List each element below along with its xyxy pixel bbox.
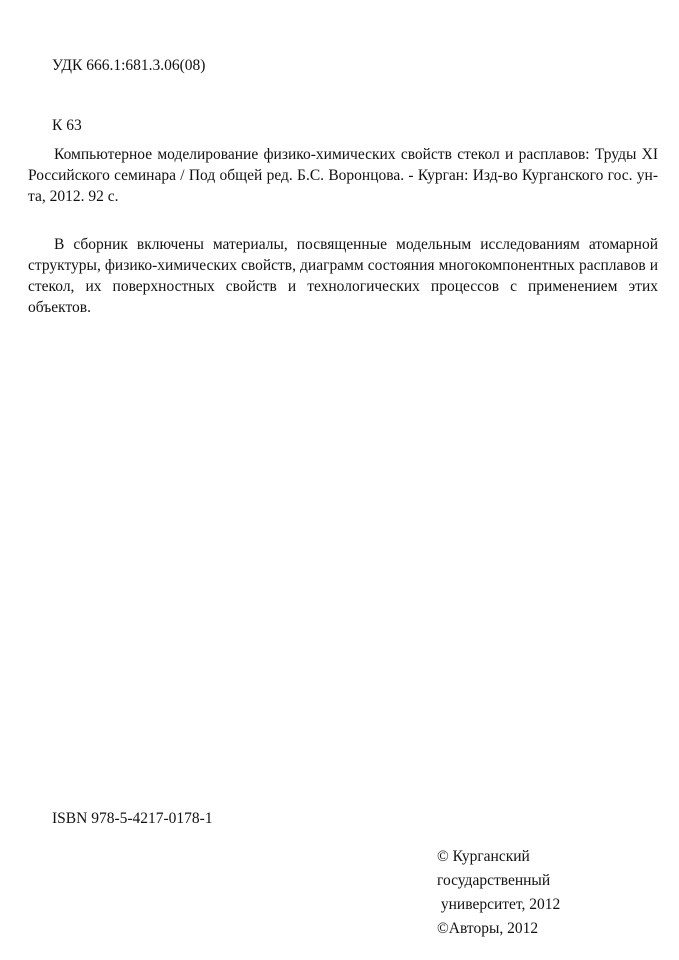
bibliographic-record: Компьютерное моделирование физико-химических свойств стекол и расплавов: Труды XI Российского семинара / Под общей ред. Б.С. Воронцова. - Курган: Изд-во Курганского гос. ун-та, 2012. 92 с. — [28, 145, 658, 205]
udc-number: УДК 666.1:681.3.06(08) — [52, 57, 206, 74]
copyright-line-publisher-2: государственный — [437, 872, 551, 889]
library-code: К 63 — [52, 117, 82, 134]
abstract-text: В сборник включены материалы, посвященные модельным исследованиям атомарной структуры, физико-химических свойств, диаграмм состояния многокомпонентных расплавов и стекол, их поверхностных свойств и технологических процессов с применением этих объектов. — [28, 235, 658, 316]
isbn: ISBN 978-5-4217-0178-1 — [52, 810, 213, 827]
copyright-block — [437, 845, 560, 941]
copyright-line-publisher-3: университет, 2012 — [437, 896, 561, 913]
copyright-line-authors: ©Авторы, 2012 — [437, 920, 539, 937]
copyright-line-publisher-1: © Курганский — [437, 848, 530, 865]
